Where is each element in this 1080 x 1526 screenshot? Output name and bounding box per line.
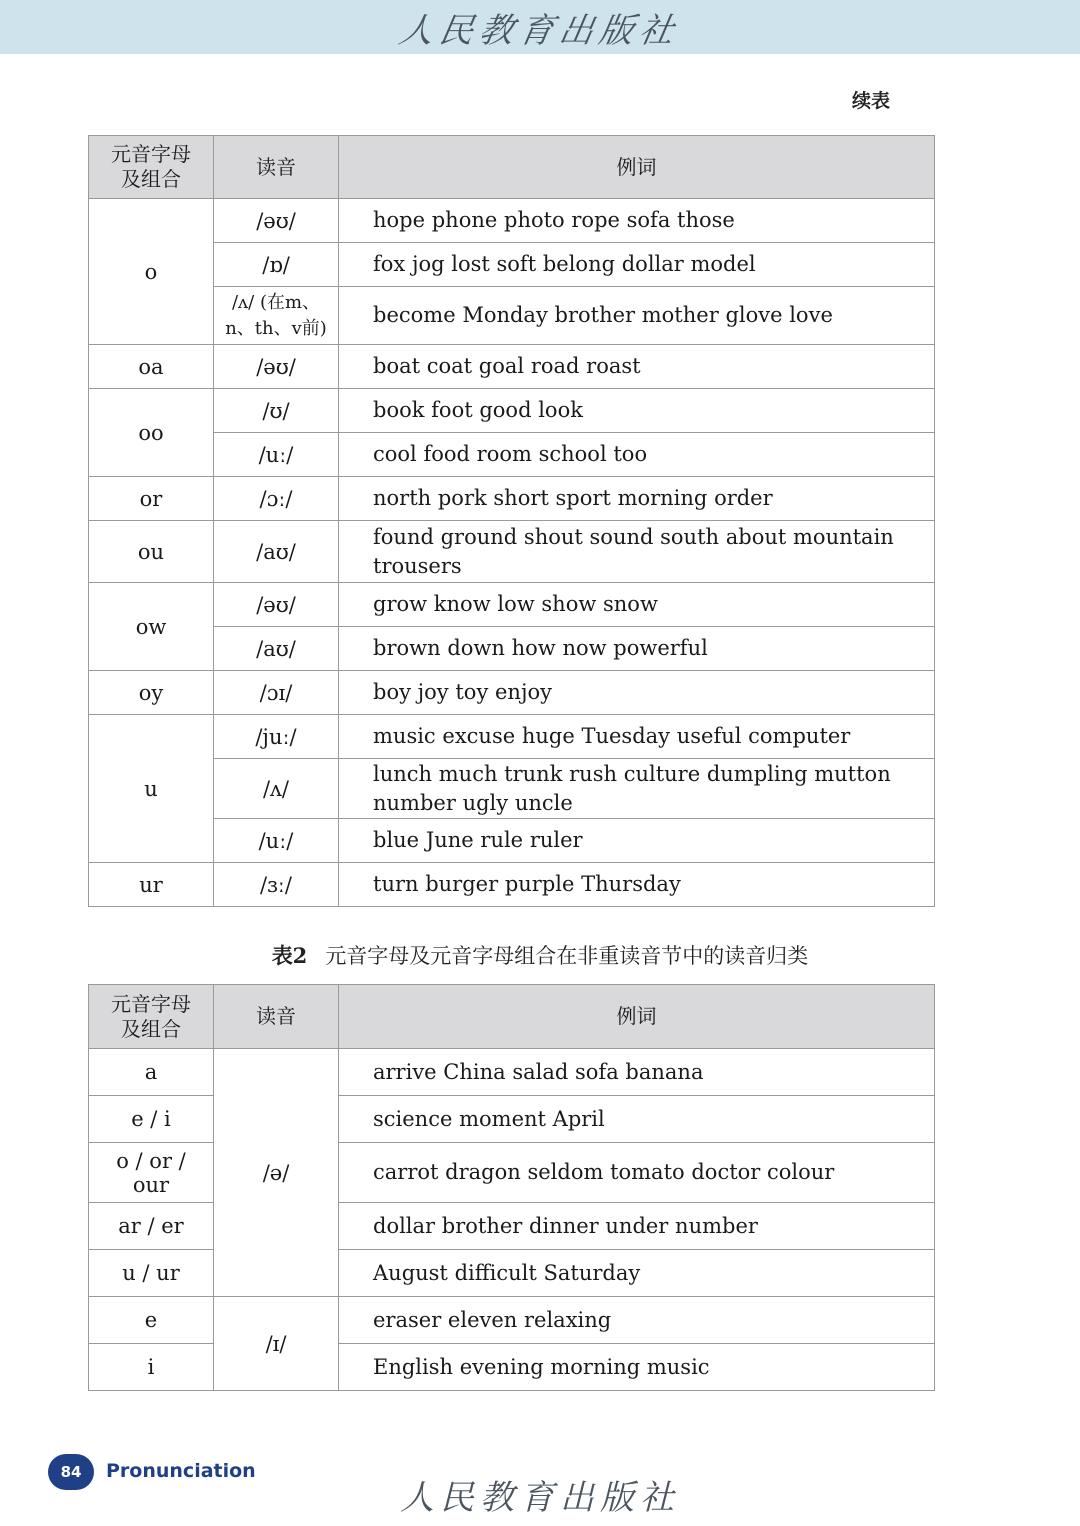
words-cell <box>339 389 935 433</box>
example-word: hope <box>373 208 426 232</box>
table-row <box>89 715 935 759</box>
example-word: evening <box>459 1354 544 1379</box>
example-word: north <box>373 486 432 510</box>
sound-cell: /ɒ/ <box>214 243 339 287</box>
words-cell <box>339 759 935 819</box>
table-row <box>89 521 935 583</box>
example-word: school <box>538 442 607 466</box>
table-row <box>89 345 935 389</box>
words-cell <box>339 1250 935 1297</box>
example-word: model <box>690 252 756 276</box>
sound-cell: /uː/ <box>214 433 339 477</box>
table-row <box>89 819 935 863</box>
example-word: room <box>476 442 532 466</box>
example-word: food <box>423 442 470 466</box>
example-word: rope <box>571 208 620 232</box>
example-word: sport <box>555 486 611 510</box>
example-word: doctor <box>691 1160 761 1184</box>
table-row <box>89 477 935 521</box>
example-word: road <box>530 354 580 378</box>
example-word: look <box>538 398 583 422</box>
example-word: arrive <box>373 1059 437 1084</box>
example-word: mother <box>641 303 719 327</box>
table-row <box>89 287 935 345</box>
example-word: colour <box>767 1160 835 1184</box>
example-word: become <box>373 303 456 327</box>
example-word: jog <box>411 252 445 276</box>
letter-cell: e <box>89 1297 214 1344</box>
example-word: those <box>677 208 735 232</box>
example-word: photo <box>504 208 565 232</box>
example-word: foot <box>431 398 473 422</box>
sound-cell: /ɔɪ/ <box>214 671 339 715</box>
example-word: ugly <box>462 790 509 815</box>
example-word: under <box>605 1213 669 1238</box>
sound-cell: /əʊ/ <box>214 583 339 627</box>
table-row <box>89 1049 935 1096</box>
example-word: English <box>373 1354 454 1379</box>
example-word: seldom <box>527 1160 604 1184</box>
example-word: ground <box>440 524 518 549</box>
example-word: culture <box>623 761 701 786</box>
sound-cell: /aʊ/ <box>214 627 339 671</box>
letter-cell: u / ur <box>89 1250 214 1297</box>
sound-cell: /ɔː/ <box>214 477 339 521</box>
letter-cell: ur <box>89 863 214 907</box>
example-word: trousers <box>373 553 462 578</box>
example-word: eleven <box>447 1307 518 1332</box>
example-word: grow <box>373 592 428 616</box>
letter-cell: u <box>89 715 214 863</box>
example-word: know <box>433 592 491 616</box>
example-word: sofa <box>575 1059 619 1084</box>
table-row <box>89 199 935 243</box>
table2-caption <box>0 940 1080 970</box>
example-word: Tuesday <box>581 724 671 748</box>
words-cell <box>339 1049 935 1096</box>
example-word: relaxing <box>524 1307 612 1332</box>
sound-cell: /ʌ/ <box>214 759 339 819</box>
words-cell <box>339 1096 935 1143</box>
example-word: how <box>511 636 556 660</box>
example-word: boat <box>373 354 421 378</box>
example-word: morning <box>617 486 708 510</box>
example-word: salad <box>512 1059 569 1084</box>
table-row <box>89 671 935 715</box>
example-word: short <box>493 486 549 510</box>
sound-cell: /aʊ/ <box>214 521 339 583</box>
example-word: useful <box>676 724 742 748</box>
header-sound: 读音 <box>214 985 339 1049</box>
letter-cell: oa <box>89 345 214 389</box>
letter-cell: ar / er <box>89 1203 214 1250</box>
example-word: show <box>541 592 597 616</box>
example-word: difficult <box>454 1260 537 1285</box>
sound-cell: /əʊ/ <box>214 199 339 243</box>
example-word: blue <box>373 828 420 852</box>
words-cell <box>339 243 935 287</box>
sound-cell: /uː/ <box>214 819 339 863</box>
section-name: Pronunciation <box>106 1460 256 1482</box>
example-word: lost <box>451 252 490 276</box>
words-cell <box>339 287 935 345</box>
header-band <box>0 0 1080 54</box>
example-word: purple <box>504 872 575 896</box>
example-word: coat <box>426 354 473 378</box>
sound-cell: /juː/ <box>214 715 339 759</box>
example-word: boy <box>373 680 411 704</box>
example-word: eraser <box>373 1307 442 1332</box>
table-row <box>89 433 935 477</box>
words-cell <box>339 671 935 715</box>
example-word: order <box>714 486 773 510</box>
example-word: phone <box>431 208 498 232</box>
example-word: banana <box>625 1059 704 1084</box>
header-letter: 元音字母 及组合 <box>89 136 214 199</box>
example-word: low <box>497 592 535 616</box>
example-word: rush <box>569 761 617 786</box>
words-cell <box>339 433 935 477</box>
example-word: lunch <box>373 761 433 786</box>
example-word: morning <box>550 1354 641 1379</box>
example-word: mutton <box>814 761 891 786</box>
example-word: brother <box>441 1213 523 1238</box>
header-sound: 读音 <box>214 136 339 199</box>
example-word: sofa <box>626 208 671 232</box>
example-word: dragon <box>445 1160 521 1184</box>
letter-cell: o / or / our <box>89 1143 214 1203</box>
example-word: found <box>373 524 434 549</box>
example-word: music <box>646 1354 710 1379</box>
letter-cell: ou <box>89 521 214 583</box>
words-cell <box>339 863 935 907</box>
example-word: brown <box>373 636 441 660</box>
example-word: enjoy <box>495 680 552 704</box>
header-letter: 元音字母 及组合 <box>89 985 214 1049</box>
example-word: now <box>562 636 607 660</box>
example-word: computer <box>748 724 851 748</box>
example-word: joy <box>417 680 449 704</box>
letter-cell: ow <box>89 583 214 671</box>
words-cell <box>339 715 935 759</box>
table-vowel-stressed <box>88 135 935 907</box>
example-word: China <box>443 1059 506 1084</box>
table2-caption-number: 表2 <box>271 943 308 968</box>
example-word: August <box>373 1260 448 1285</box>
example-word: dinner <box>529 1213 599 1238</box>
sound-cell: /ɜː/ <box>214 863 339 907</box>
words-cell <box>339 477 935 521</box>
example-word: music <box>373 724 436 748</box>
example-word: sound <box>589 524 654 549</box>
example-word: cool <box>373 442 417 466</box>
example-word: Thursday <box>581 872 681 896</box>
example-word: burger <box>425 872 499 896</box>
table2-caption-text: 元音字母及元音字母组合在非重读音节中的读音归类 <box>325 944 809 968</box>
example-word: roast <box>586 354 641 378</box>
table-row <box>89 389 935 433</box>
letter-cell: o <box>89 199 214 345</box>
example-word: goal <box>478 354 525 378</box>
example-word: south <box>660 524 720 549</box>
example-word: shout <box>523 524 583 549</box>
example-word: tomato <box>610 1160 685 1184</box>
example-word: mountain <box>793 524 894 549</box>
sound-cell: /əʊ/ <box>214 345 339 389</box>
example-word: fox <box>373 252 406 276</box>
example-word: trunk <box>504 761 563 786</box>
publisher-logo-text: 人民教育出版社 <box>400 1478 680 1518</box>
words-cell <box>339 1143 935 1203</box>
example-word: excuse <box>442 724 516 748</box>
example-word: too <box>613 442 648 466</box>
words-cell <box>339 819 935 863</box>
example-word: carrot <box>373 1160 439 1184</box>
example-word: soft <box>496 252 537 276</box>
letter-cell: or <box>89 477 214 521</box>
words-cell <box>339 1297 935 1344</box>
example-word: Saturday <box>543 1260 641 1285</box>
words-cell <box>339 627 935 671</box>
example-word: down <box>447 636 505 660</box>
example-word: uncle <box>514 790 573 815</box>
publisher-logo-bottom <box>0 1470 1080 1519</box>
example-word: glove <box>725 303 783 327</box>
table-vowel-unstressed <box>88 984 935 1391</box>
example-word: huge <box>521 724 575 748</box>
example-word: April <box>552 1106 605 1131</box>
words-cell <box>339 1344 935 1391</box>
example-word: snow <box>603 592 658 616</box>
letter-cell: a <box>89 1049 214 1096</box>
sound-cell: /ɪ/ <box>214 1297 339 1391</box>
example-word: toy <box>455 680 489 704</box>
example-word: June <box>425 828 474 852</box>
example-word: belong <box>542 252 616 276</box>
example-word: rule <box>480 828 524 852</box>
letter-cell: e / i <box>89 1096 214 1143</box>
table-row <box>89 759 935 819</box>
words-cell <box>339 199 935 243</box>
example-word: powerful <box>613 636 708 660</box>
header-examples: 例词 <box>339 985 935 1049</box>
header-examples: 例词 <box>339 136 935 199</box>
example-word: ruler <box>529 828 583 852</box>
example-word: pork <box>437 486 487 510</box>
example-word: brother <box>554 303 636 327</box>
words-cell <box>339 521 935 583</box>
sound-cell: /ʊ/ <box>214 389 339 433</box>
words-cell <box>339 345 935 389</box>
example-word: number <box>373 790 456 815</box>
example-word: turn <box>373 872 419 896</box>
table-row <box>89 863 935 907</box>
words-cell <box>339 1203 935 1250</box>
example-word: about <box>725 524 787 549</box>
example-word: moment <box>459 1106 546 1131</box>
example-word: book <box>373 398 425 422</box>
example-word: dollar <box>373 1213 436 1238</box>
continued-label: 续表 <box>851 90 890 112</box>
table-row <box>89 627 935 671</box>
letter-cell: i <box>89 1344 214 1391</box>
example-word: good <box>479 398 532 422</box>
letter-cell: oy <box>89 671 214 715</box>
example-word: dollar <box>621 252 684 276</box>
publisher-logo: 人民教育出版社 <box>395 10 683 51</box>
example-word: much <box>438 761 498 786</box>
words-cell <box>339 583 935 627</box>
sound-cell: /ə/ <box>214 1049 339 1297</box>
table-row <box>89 583 935 627</box>
table-row <box>89 243 935 287</box>
sound-cell: /ʌ/ (在m、n、th、v前) <box>214 287 339 345</box>
page-number-badge: 84 <box>48 1454 94 1490</box>
example-word: love <box>789 303 833 327</box>
example-word: science <box>373 1106 453 1131</box>
example-word: number <box>675 1213 758 1238</box>
table-row <box>89 1297 935 1344</box>
example-word: Monday <box>462 303 548 327</box>
letter-cell: oo <box>89 389 214 477</box>
example-word: dumpling <box>706 761 808 786</box>
